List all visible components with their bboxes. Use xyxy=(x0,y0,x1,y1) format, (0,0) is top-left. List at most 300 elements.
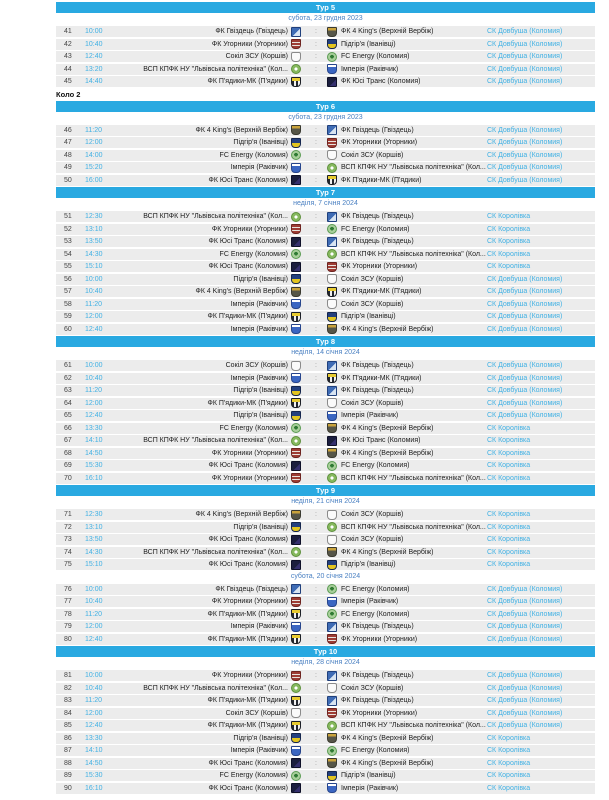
match-time-link[interactable]: 12:40 xyxy=(85,722,103,729)
gvizdets-crest-icon xyxy=(327,212,337,222)
away-team-link[interactable]: Підгір'я (Іванівці) xyxy=(341,561,396,568)
pidhirya-crest-icon xyxy=(291,733,301,743)
score-separator: : xyxy=(315,462,317,469)
match-number: 60 xyxy=(64,325,72,333)
match-row xyxy=(56,261,595,272)
home-team-link[interactable]: ВСП КПФК НУ "Львівська політехніка" (Кол... xyxy=(143,437,288,444)
match-row xyxy=(56,596,595,607)
score-separator: : xyxy=(315,225,317,233)
match-number: 46 xyxy=(64,126,72,134)
venue-link[interactable]: СК Довбуша (Коломия) xyxy=(487,362,563,369)
venue-link[interactable]: СК Королівка xyxy=(487,225,531,233)
score-separator: : xyxy=(315,561,317,568)
yusi-trans-crest-icon xyxy=(291,783,301,793)
home-team-link[interactable]: ФК 4 King's (Верхній Вербіж) xyxy=(195,288,288,295)
match-row xyxy=(56,39,595,50)
match-row xyxy=(56,522,595,533)
match-time-link[interactable]: 16:00 xyxy=(85,176,103,184)
home-team-link[interactable]: ФК П'ядики-МК (П'ядики) xyxy=(207,313,288,320)
four-kings-crest-icon xyxy=(327,27,337,37)
match-time-link[interactable]: 12:40 xyxy=(85,325,103,333)
score-separator: : xyxy=(315,399,317,407)
away-team-link[interactable]: ВСП КПФК НУ "Львівська політехніка" (Кол... xyxy=(341,722,486,729)
match-time-link[interactable]: 14:10 xyxy=(85,747,103,754)
away-team-link[interactable]: FC Energy (Коломия) xyxy=(341,747,410,754)
home-team-link[interactable]: ФК Юсі Транс (Коломия) xyxy=(208,238,288,245)
four-kings-crest-icon xyxy=(327,758,337,768)
score-separator: : xyxy=(315,374,317,382)
venue-link[interactable]: СК Королівка xyxy=(487,474,531,482)
match-row xyxy=(56,683,595,694)
away-team-link[interactable]: Сокіл ЗСУ (Коршів) xyxy=(341,684,404,692)
home-team-link[interactable]: ФК П'ядики-МК (П'ядики) xyxy=(207,610,288,618)
away-team-link[interactable]: ВСП КПФК НУ "Львівська політехніка" (Кол... xyxy=(341,474,486,482)
pidhirya-crest-icon xyxy=(327,560,337,570)
match-row xyxy=(56,274,595,285)
venue-link[interactable]: СК Королівка xyxy=(487,462,531,469)
home-team-link[interactable]: ФК Юсі Транс (Коломия) xyxy=(208,759,288,767)
match-time-link[interactable]: 14:30 xyxy=(85,548,103,556)
match-time-link[interactable]: 11:20 xyxy=(85,126,102,134)
match-row xyxy=(56,473,595,484)
gvizdets-crest-icon xyxy=(327,671,337,681)
match-time-link[interactable]: 10:40 xyxy=(85,288,103,295)
score-separator: : xyxy=(315,238,317,245)
score-separator: : xyxy=(315,772,317,779)
score-separator: : xyxy=(315,263,317,270)
match-row xyxy=(56,360,595,371)
pyadyky-mk-crest-icon xyxy=(291,696,301,706)
away-team-link[interactable]: ФК 4 King's (Верхній Вербіж) xyxy=(341,548,434,556)
sokil-zsu-crest-icon xyxy=(291,708,301,718)
away-team-link[interactable]: FC Energy (Коломия) xyxy=(341,610,410,618)
round-section xyxy=(56,646,595,794)
away-team-link[interactable]: ВСП КПФК НУ "Львівська політехніка" (Кол... xyxy=(341,250,486,258)
match-row xyxy=(56,509,595,520)
match-time-link[interactable]: 13:10 xyxy=(85,523,103,531)
sokil-zsu-crest-icon xyxy=(327,535,337,545)
match-time-link[interactable]: 14:00 xyxy=(85,151,103,159)
yusi-trans-crest-icon xyxy=(291,262,301,272)
venue-link[interactable]: СК Довбуша (Коломия) xyxy=(487,672,563,679)
venue-link[interactable]: СК Королівка xyxy=(487,263,531,270)
away-team-link[interactable]: ВСП КПФК НУ "Львівська політехніка" (Кол... xyxy=(341,523,486,531)
home-team-link[interactable]: ФК П'ядики-МК (П'ядики) xyxy=(207,722,288,729)
away-team-link[interactable]: ФК 4 King's (Верхній Вербіж) xyxy=(341,424,434,432)
match-time-link[interactable]: 10:40 xyxy=(85,598,103,605)
away-team-link[interactable]: ФК Угорники (Угорники) xyxy=(341,139,418,146)
match-time-link[interactable]: 10:40 xyxy=(85,374,103,382)
imperia-crest-icon xyxy=(291,373,301,383)
pyadyky-mk-crest-icon xyxy=(291,77,301,87)
venue-link[interactable]: СК Королівка xyxy=(487,548,531,556)
home-team-link[interactable]: ФК Юсі Транс (Коломия) xyxy=(208,536,288,543)
lviv-polytechnic-crest-icon xyxy=(291,683,301,693)
home-team-link[interactable]: FC Energy (Коломия) xyxy=(219,424,288,432)
sokil-zsu-crest-icon xyxy=(327,398,337,408)
match-time-link[interactable]: 14:50 xyxy=(85,759,103,767)
home-team-link[interactable]: Підгір'я (Іванівці) xyxy=(233,412,288,419)
match-row xyxy=(56,423,595,434)
away-team-link[interactable]: ФК Гвіздець (Гвіздець) xyxy=(341,387,414,394)
venue-link[interactable]: СК Довбуша (Коломия) xyxy=(487,176,563,184)
uhornyky-crest-icon xyxy=(291,597,301,607)
venue-link[interactable]: СК Королівка xyxy=(487,561,531,568)
match-number: 84 xyxy=(64,709,72,717)
away-team-link[interactable]: Імперія (Раківчик) xyxy=(341,598,399,605)
home-team-link[interactable]: Підгір'я (Іванівці) xyxy=(233,275,288,283)
away-team-link[interactable]: ФК Гвіздець (Гвіздець) xyxy=(341,672,414,679)
home-team-link[interactable]: Підгір'я (Іванівці) xyxy=(233,734,288,742)
score-separator: : xyxy=(315,213,317,220)
away-team-link[interactable]: ФК 4 King's (Верхній Вербіж) xyxy=(341,28,434,35)
away-team-link[interactable]: FC Energy (Коломия) xyxy=(341,53,410,60)
venue-link[interactable]: СК Довбуша (Коломия) xyxy=(487,313,563,320)
fc-energy-crest-icon xyxy=(327,746,337,756)
away-team-link[interactable]: ФК Угорники (Угорники) xyxy=(341,263,418,270)
match-time-link[interactable]: 10:00 xyxy=(85,362,103,369)
match-time-link[interactable]: 15:30 xyxy=(85,772,103,779)
home-team-link[interactable]: Імперія (Раківчик) xyxy=(230,325,288,333)
gvizdets-crest-icon xyxy=(291,27,301,37)
home-team-link[interactable]: ФК Юсі Транс (Коломия) xyxy=(208,784,288,792)
match-number: 81 xyxy=(64,672,72,679)
venue-link[interactable]: СК Довбуша (Коломия) xyxy=(487,635,563,643)
away-team-link[interactable]: FC Energy (Коломия) xyxy=(341,225,410,233)
venue-link[interactable]: СК Довбуша (Коломия) xyxy=(487,610,563,618)
home-team-link[interactable]: ФК Угорники (Угорники) xyxy=(211,225,288,233)
uhornyky-crest-icon xyxy=(291,448,301,458)
home-team-link[interactable]: ФК Гвіздець (Гвіздець) xyxy=(215,585,288,593)
home-team-link[interactable]: Підгір'я (Іванівці) xyxy=(233,387,288,394)
away-team-link[interactable]: Імперія (Раківчик) xyxy=(341,412,399,419)
match-time-link[interactable]: 13:50 xyxy=(85,536,103,543)
match-number: 69 xyxy=(64,462,72,469)
match-time-link[interactable]: 10:40 xyxy=(85,40,103,48)
home-team-link[interactable]: ВСП КПФК НУ "Львівська політехніка" (Кол... xyxy=(143,684,288,692)
match-number: 85 xyxy=(64,722,72,729)
venue-link[interactable]: СК Королівка xyxy=(487,437,531,444)
match-number: 68 xyxy=(64,449,72,457)
venue-link[interactable]: СК Довбуша (Коломия) xyxy=(487,126,563,134)
venue-link[interactable]: СК Королівка xyxy=(487,449,531,457)
away-team-link[interactable]: Сокіл ЗСУ (Коршів) xyxy=(341,151,404,159)
match-time-link[interactable]: 12:30 xyxy=(85,511,103,518)
home-team-link[interactable]: ФК 4 King's (Верхній Вербіж) xyxy=(195,511,288,518)
match-number: 56 xyxy=(64,275,72,283)
away-team-link[interactable]: ФК Гвіздець (Гвіздець) xyxy=(341,697,414,704)
match-time-link[interactable]: 10:40 xyxy=(85,684,103,692)
home-team-link[interactable]: ФК Юсі Транс (Коломия) xyxy=(208,561,288,568)
home-team-link[interactable]: FC Energy (Коломия) xyxy=(219,151,288,159)
match-number: 65 xyxy=(64,412,72,419)
venue-link[interactable]: СК Довбуша (Коломия) xyxy=(487,275,563,283)
match-time-link[interactable]: 12:40 xyxy=(85,635,103,643)
home-team-link[interactable]: ФК Юсі Транс (Коломия) xyxy=(208,176,288,184)
match-time-link[interactable]: 10:00 xyxy=(85,275,103,283)
match-time-link[interactable]: 14:50 xyxy=(85,449,103,457)
venue-link[interactable]: СК Королівка xyxy=(487,250,531,258)
venue-link[interactable]: СК Королівка xyxy=(487,759,531,767)
match-time-link[interactable]: 12:00 xyxy=(85,399,103,407)
match-time-link[interactable]: 16:10 xyxy=(85,474,103,482)
match-time-link[interactable]: 11:20 xyxy=(85,300,102,308)
score-separator: : xyxy=(315,250,317,258)
away-team-link[interactable]: ФК Гвіздець (Гвіздець) xyxy=(341,238,414,245)
venue-link[interactable]: СК Довбуша (Коломия) xyxy=(487,722,563,729)
match-time-link[interactable]: 12:40 xyxy=(85,412,103,419)
score-separator: : xyxy=(315,536,317,543)
home-team-link[interactable]: ФК П'ядики-МК (П'ядики) xyxy=(207,399,288,407)
yusi-trans-crest-icon xyxy=(327,77,337,87)
match-number: 41 xyxy=(64,28,72,35)
home-team-link[interactable]: ФК П'ядики-МК (П'ядики) xyxy=(207,78,288,85)
away-team-link[interactable]: ФК Гвіздець (Гвіздець) xyxy=(341,213,414,220)
match-time-link[interactable]: 12:00 xyxy=(85,709,103,717)
match-time-link[interactable]: 13:30 xyxy=(85,424,103,432)
gvizdets-crest-icon xyxy=(327,237,337,247)
home-team-link[interactable]: ФК Угорники (Угорники) xyxy=(211,449,288,457)
away-team-link[interactable]: FC Energy (Коломия) xyxy=(341,585,410,593)
lviv-polytechnic-crest-icon xyxy=(327,249,337,259)
match-time-link[interactable]: 12:00 xyxy=(85,139,103,146)
match-time-link[interactable]: 11:20 xyxy=(85,610,102,618)
score-separator: : xyxy=(315,362,317,369)
imperia-crest-icon xyxy=(327,64,337,74)
away-team-link[interactable]: Сокіл ЗСУ (Коршів) xyxy=(341,511,404,518)
match-time-link[interactable]: 12:40 xyxy=(85,53,103,60)
away-team-link[interactable]: Сокіл ЗСУ (Коршів) xyxy=(341,399,404,407)
yusi-trans-crest-icon xyxy=(291,560,301,570)
match-time-link[interactable]: 12:30 xyxy=(85,213,103,220)
away-team-link[interactable]: ФК Гвіздець (Гвіздець) xyxy=(341,362,414,369)
score-separator: : xyxy=(315,635,317,643)
venue-link[interactable]: СК Довбуша (Коломия) xyxy=(487,387,563,394)
match-row xyxy=(56,770,595,781)
match-time-link[interactable]: 15:20 xyxy=(85,164,103,171)
match-number: 83 xyxy=(64,697,72,704)
home-team-link[interactable]: Підгір'я (Іванівці) xyxy=(233,139,288,146)
home-team-link[interactable]: ФК Угорники (Угорники) xyxy=(211,40,288,48)
gvizdets-crest-icon xyxy=(327,125,337,135)
venue-link[interactable]: СК Довбуша (Коломия) xyxy=(487,139,563,146)
match-number: 88 xyxy=(64,759,72,767)
home-team-link[interactable]: ФК Гвіздець (Гвіздець) xyxy=(215,28,288,35)
lviv-polytechnic-crest-icon xyxy=(291,436,301,446)
home-team-link[interactable]: ВСП КПФК НУ "Львівська політехніка" (Кол... xyxy=(143,213,288,220)
venue-link[interactable]: СК Довбуша (Коломия) xyxy=(487,684,563,692)
round-section xyxy=(56,336,595,484)
away-team-link[interactable]: Імперія (Раківчик) xyxy=(341,65,399,73)
lviv-polytechnic-crest-icon xyxy=(291,212,301,222)
venue-link[interactable]: СК Королівка xyxy=(487,213,531,220)
venue-link[interactable]: СК Довбуша (Коломия) xyxy=(487,28,563,35)
venue-link[interactable]: СК Довбуша (Коломия) xyxy=(487,53,563,60)
venue-link[interactable]: СК Довбуша (Коломия) xyxy=(487,78,563,85)
four-kings-crest-icon xyxy=(327,547,337,557)
home-team-link[interactable]: FC Energy (Коломия) xyxy=(219,772,288,779)
match-row xyxy=(56,324,595,335)
venue-link[interactable]: СК Довбуша (Коломия) xyxy=(487,300,563,308)
away-team-link[interactable]: ФК 4 King's (Верхній Вербіж) xyxy=(341,449,434,457)
venue-link[interactable]: СК Довбуша (Коломия) xyxy=(487,709,563,717)
venue-link[interactable]: СК Довбуша (Коломия) xyxy=(487,585,563,593)
match-time-link[interactable]: 14:40 xyxy=(85,78,103,85)
venue-link[interactable]: СК Довбуша (Коломия) xyxy=(487,598,563,605)
match-time-link[interactable]: 15:10 xyxy=(85,263,103,270)
home-team-link[interactable]: Сокіл ЗСУ (Коршів) xyxy=(225,53,288,60)
venue-link[interactable]: СК Довбуша (Коломия) xyxy=(487,65,563,73)
home-team-link[interactable]: ФК Угорники (Угорники) xyxy=(211,598,288,605)
home-team-link[interactable]: ФК Юсі Транс (Коломия) xyxy=(208,263,288,270)
home-team-link[interactable]: ФК Юсі Транс (Коломия) xyxy=(208,462,288,469)
match-time-link[interactable]: 10:00 xyxy=(85,672,103,679)
home-team-link[interactable]: ФК П'ядики-МК (П'ядики) xyxy=(207,697,288,704)
match-number: 62 xyxy=(64,374,72,382)
home-team-link[interactable]: Імперія (Раківчик) xyxy=(230,164,288,171)
score-separator: : xyxy=(315,672,317,679)
match-time-link[interactable]: 10:00 xyxy=(85,585,103,593)
match-number: 61 xyxy=(64,362,72,369)
venue-link[interactable]: СК Довбуша (Коломия) xyxy=(487,164,563,171)
match-row xyxy=(56,448,595,459)
venue-link[interactable]: СК Довбуша (Коломия) xyxy=(487,374,563,382)
venue-link[interactable]: СК Довбуша (Коломия) xyxy=(487,325,563,333)
home-team-link[interactable]: Імперія (Раківчик) xyxy=(230,747,288,754)
imperia-crest-icon xyxy=(327,597,337,607)
match-number: 48 xyxy=(64,151,72,159)
imperia-crest-icon xyxy=(291,622,301,632)
away-team-link[interactable]: ВСП КПФК НУ "Львівська політехніка" (Кол... xyxy=(341,164,486,171)
home-team-link[interactable]: ФК Угорники (Угорники) xyxy=(211,672,288,679)
away-team-link[interactable]: Підгір'я (Іванівці) xyxy=(341,40,396,48)
round-footer-label: Коло 2 xyxy=(56,89,595,100)
home-team-link[interactable]: ВСП КПФК НУ "Львівська політехніка" (Кол... xyxy=(143,65,288,73)
home-team-link[interactable]: ФК П'ядики-МК (П'ядики) xyxy=(207,635,288,643)
match-date: неділя, 7 січня 2024 xyxy=(56,199,595,209)
away-team-link[interactable]: Підгір'я (Іванівці) xyxy=(341,772,396,779)
venue-link[interactable]: СК Королівка xyxy=(487,238,531,245)
lviv-polytechnic-crest-icon xyxy=(327,473,337,483)
gvizdets-crest-icon xyxy=(327,386,337,396)
away-team-link[interactable]: ФК 4 King's (Верхній Вербіж) xyxy=(341,734,434,742)
round-section xyxy=(56,187,595,335)
venue-link[interactable]: СК Королівка xyxy=(487,772,531,779)
match-time-link[interactable]: 13:10 xyxy=(85,225,103,233)
away-team-link[interactable]: ФК 4 King's (Верхній Вербіж) xyxy=(341,325,434,333)
match-date: неділя, 21 січня 2024 xyxy=(56,497,595,507)
away-team-link[interactable]: ФК Юсі Транс (Коломия) xyxy=(341,78,421,85)
match-time-link[interactable]: 13:50 xyxy=(85,238,103,245)
venue-link[interactable]: СК Довбуша (Коломия) xyxy=(487,399,563,407)
away-team-link[interactable]: FC Energy (Коломия) xyxy=(341,462,410,469)
away-team-link[interactable]: Підгір'я (Іванівці) xyxy=(341,313,396,320)
home-team-link[interactable]: Сокіл ЗСУ (Коршів) xyxy=(225,362,288,369)
venue-link[interactable]: СК Довбуша (Коломия) xyxy=(487,288,563,295)
match-time-link[interactable]: 10:00 xyxy=(85,28,103,35)
match-row xyxy=(56,745,595,756)
match-row xyxy=(56,398,595,409)
venue-link[interactable]: СК Королівка xyxy=(487,511,531,518)
away-team-link[interactable]: ФК П'ядики-МК (П'ядики) xyxy=(341,288,422,295)
venue-link[interactable]: СК Довбуша (Коломия) xyxy=(487,40,563,48)
match-time-link[interactable]: 16:10 xyxy=(85,784,103,792)
pidhirya-crest-icon xyxy=(327,39,337,49)
away-team-link[interactable]: ФК 4 King's (Верхній Вербіж) xyxy=(341,759,434,767)
away-team-link[interactable]: Сокіл ЗСУ (Коршів) xyxy=(341,275,404,283)
match-row xyxy=(56,175,595,186)
away-team-link[interactable]: ФК Гвіздець (Гвіздець) xyxy=(341,623,414,630)
match-time-link[interactable]: 12:00 xyxy=(85,623,103,630)
score-separator: : xyxy=(315,300,317,308)
match-number: 54 xyxy=(64,250,72,258)
home-team-link[interactable]: Імперія (Раківчик) xyxy=(230,300,288,308)
venue-link[interactable]: СК Королівка xyxy=(487,747,531,754)
venue-link[interactable]: СК Довбуша (Коломия) xyxy=(487,412,563,419)
home-team-link[interactable]: FC Energy (Коломия) xyxy=(219,250,288,258)
four-kings-crest-icon xyxy=(327,733,337,743)
match-number: 50 xyxy=(64,176,72,184)
home-team-link[interactable]: ФК Угорники (Угорники) xyxy=(211,474,288,482)
match-time-link[interactable]: 13:30 xyxy=(85,734,103,742)
fc-energy-crest-icon xyxy=(291,423,301,433)
round-header: Тур 9 xyxy=(56,485,595,496)
away-team-link[interactable]: ФК Юсі Транс (Коломия) xyxy=(341,437,421,444)
home-team-link[interactable]: Імперія (Раківчик) xyxy=(230,623,288,630)
home-team-link[interactable]: ВСП КПФК НУ "Львівська політехніка" (Кол... xyxy=(143,548,288,556)
away-team-link[interactable]: ФК Угорники (Угорники) xyxy=(341,635,418,643)
venue-link[interactable]: СК Королівка xyxy=(487,536,531,543)
match-time-link[interactable]: 13:20 xyxy=(85,65,103,73)
match-time-link[interactable]: 15:10 xyxy=(85,561,103,568)
home-team-link[interactable]: Імперія (Раківчик) xyxy=(230,374,288,382)
venue-link[interactable]: СК Королівка xyxy=(487,734,531,742)
home-team-link[interactable]: ФК 4 King's (Верхній Вербіж) xyxy=(195,126,288,134)
pidhirya-crest-icon xyxy=(327,312,337,322)
match-row xyxy=(56,211,595,222)
away-team-link[interactable]: Імперія (Раківчик) xyxy=(341,784,399,792)
venue-link[interactable]: СК Довбуша (Коломия) xyxy=(487,623,563,630)
away-team-link[interactable]: ФК П'ядики-МК (П'ядики) xyxy=(341,176,422,184)
match-time-link[interactable]: 15:30 xyxy=(85,462,103,469)
venue-link[interactable]: СК Королівка xyxy=(487,523,531,531)
away-team-link[interactable]: ФК Гвіздець (Гвіздець) xyxy=(341,126,414,134)
away-team-link[interactable]: Сокіл ЗСУ (Коршів) xyxy=(341,536,404,543)
score-separator: : xyxy=(315,53,317,60)
venue-link[interactable]: СК Королівка xyxy=(487,784,531,792)
pidhirya-crest-icon xyxy=(291,274,301,284)
match-number: 78 xyxy=(64,610,72,618)
lviv-polytechnic-crest-icon xyxy=(327,163,337,173)
away-team-link[interactable]: ФК Угорники (Угорники) xyxy=(341,709,418,717)
match-time-link[interactable]: 12:00 xyxy=(85,313,103,320)
away-team-link[interactable]: Сокіл ЗСУ (Коршів) xyxy=(341,300,404,308)
match-time-link[interactable]: 14:30 xyxy=(85,250,103,258)
venue-link[interactable]: СК Довбуша (Коломия) xyxy=(487,151,563,159)
home-team-link[interactable]: Підгір'я (Іванівці) xyxy=(233,523,288,531)
match-time-link[interactable]: 11:20 xyxy=(85,387,102,394)
score-separator: : xyxy=(315,387,317,394)
venue-link[interactable]: СК Королівка xyxy=(487,424,531,432)
home-team-link[interactable]: Сокіл ЗСУ (Коршів) xyxy=(225,709,288,717)
match-row xyxy=(56,621,595,632)
venue-link[interactable]: СК Довбуша (Коломия) xyxy=(487,697,563,704)
away-team-link[interactable]: ФК П'ядики-МК (П'ядики) xyxy=(341,374,422,382)
match-time-link[interactable]: 11:20 xyxy=(85,697,102,704)
match-time-link[interactable]: 14:10 xyxy=(85,437,103,444)
pidhirya-crest-icon xyxy=(291,386,301,396)
match-date: неділя, 28 січня 2024 xyxy=(56,658,595,668)
